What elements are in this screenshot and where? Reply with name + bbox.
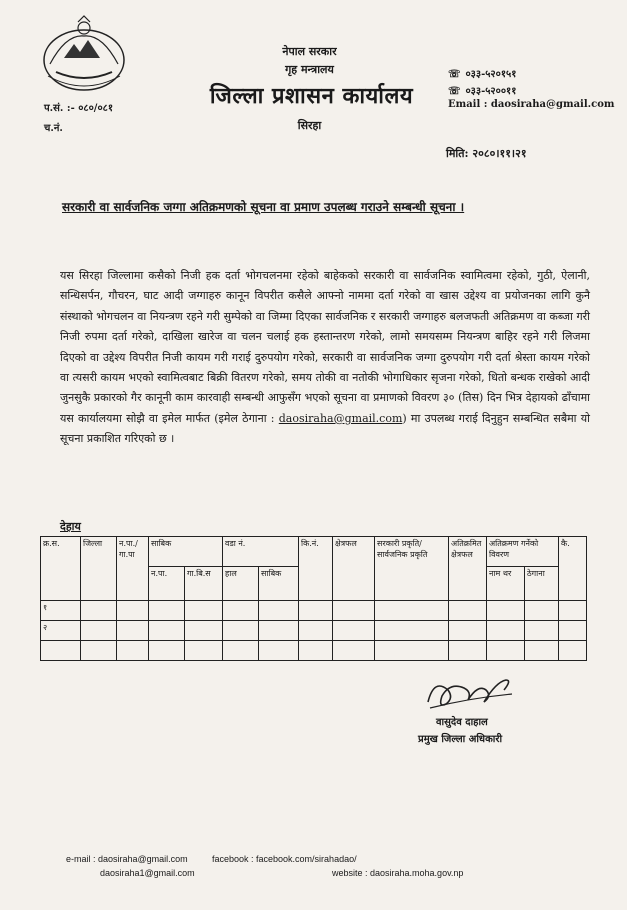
- district-name: सिरहा: [297, 119, 322, 132]
- table-row: [41, 601, 587, 621]
- col-np: न.पा.: [149, 567, 185, 601]
- phone-icon: ☏: [448, 86, 461, 97]
- signature-mark: [420, 668, 520, 716]
- col-former: साबिक: [149, 537, 223, 567]
- government-name: नेपाल सरकार: [282, 45, 337, 58]
- col-address: ठेगाना: [525, 567, 559, 601]
- table-row: [41, 621, 587, 641]
- notice-body-part2: ) मा उपलब्ध गराई दिनुहुन सम्बन्धित सबैमा यो सूचना प्रकाशित गरिएको छ ।: [60, 411, 590, 446]
- col-ward: वडा नं.: [223, 537, 299, 567]
- table-heading: देहाय: [60, 520, 81, 533]
- footer-email-2: daosiraha1@gmail.com: [100, 868, 195, 878]
- phone-2-value: ०३३-५२००११: [465, 86, 517, 97]
- col-kitta: कि.नं.: [299, 537, 333, 601]
- phone-2: [448, 83, 516, 97]
- footer-facebook: facebook : facebook.com/sirahadao/: [212, 854, 357, 864]
- signatory-title: प्रमुख जिल्ला अधिकारी: [418, 734, 503, 745]
- row-sn: २: [41, 621, 81, 641]
- office-email: Email : daosiraha@gmail.com: [448, 99, 615, 110]
- footer-email: e-mail : daosiraha@gmail.com: [66, 854, 188, 864]
- row-sn: १: [41, 601, 81, 621]
- signatory-name: वासुदेव दाहाल: [436, 717, 488, 728]
- encroachment-form-table: [40, 536, 587, 661]
- notice-body: [60, 266, 590, 450]
- col-encroacher: अतिक्रमण गर्नेको विवरण: [487, 537, 559, 567]
- col-area: क्षेत्रफल: [333, 537, 375, 601]
- col-govt-nature: सरकारी प्रकृति/सार्वजनिक प्रकृति: [375, 537, 449, 601]
- notice-subject: सरकारी वा सार्वजनिक जग्गा अतिक्रमणको सूचना वा प्रमाण उपलब्ध गराउने सम्बन्धी सूचना ।: [62, 200, 465, 214]
- table-row: [41, 641, 587, 661]
- col-remarks: कै.: [559, 537, 587, 601]
- reference-number: प.सं. :- ०८०/०८१: [44, 103, 114, 114]
- notice-body-part1: यस सिरहा जिल्लामा कसैको निजी हक दर्ता भोगचलनमा रहेको बाहेकको सरकारी वा सार्वजनिक स्वामित्वमा रहेको, गुठी, ऐलानी, सन्धिसर्पन, गौचरन, घाट आदी जग्गाहरु कानून विपरीत कसैले आफ्नो नाममा दर्ता गरेको वा खास उद्देश्य वा प्रयोजनका लागि कुनै संस्थाको भोगचलन वा नियन्त्रण रहने गरी सुम्पेको वा जिम्मा दिएका सार्वजनिक र सरकारी जग्गाहरु बलजफती अतिक्रमण वा कब्जा गरी निजी रुपमा दर्ता गरेको, दाखिला खारेज वा चलन चलाई हक हस्तान्तरण गरेको, लामो समयसम्म नियन्त्रण बाहिर रहने गरी लिजमा दिएको वा उद्देश्य विपरीत निजी कायम गरी गराई दुरुपयोग गरेको, सरकारी वा सार्वजनिक जग्गा दुरुपयोग गरी दर्ता श्रेस्ता कायम गरेको वा त्यसरी कायम भएको स्वामित्वबाट बिक्री वितरण गरेको, समय तोकी वा नतोकी भोगाधिकार सृजना गरेको, धितो बन्धक राखेको आदी जुनसुकै प्रकारको गैर कानूनी काम कारवाही सम्बन्धी आफुसँग भएको सूचना वा प्रमाणको विवरण ३० (तिस) दिन भित्र देहायको ढाँचामा यस कार्यालयमा सोझै वा इमेल मार्फत (इमेल ठेगाना :: [60, 269, 590, 425]
- ministry-name: गृह मन्त्रालय: [285, 63, 334, 76]
- col-encroached-area: अतिक्रमित क्षेत्रफल: [449, 537, 487, 601]
- phone-1: [448, 66, 516, 80]
- col-district: जिल्ला: [81, 537, 117, 601]
- col-saabik: साबिक: [259, 567, 299, 601]
- footer-website: website : daosiraha.moha.gov.np: [332, 868, 464, 878]
- dispatch-number: च.नं.: [44, 123, 63, 134]
- col-sn: क्र.स.: [41, 537, 81, 601]
- phone-1-value: ०३३-५२०१५१: [465, 69, 517, 80]
- col-municipality: न.पा./ गा.पा: [117, 537, 149, 601]
- col-name: नाम थर: [487, 567, 525, 601]
- phone-icon: ☏: [448, 69, 461, 80]
- col-current: हाल: [223, 567, 259, 601]
- col-gavis: गा.बि.स: [185, 567, 223, 601]
- notice-date: मिति: २०८०।११।२१: [446, 147, 527, 160]
- office-name: जिल्ला प्रशासन कार्यालय: [209, 83, 414, 109]
- notice-email-link[interactable]: daosiraha@gmail.com: [278, 411, 403, 425]
